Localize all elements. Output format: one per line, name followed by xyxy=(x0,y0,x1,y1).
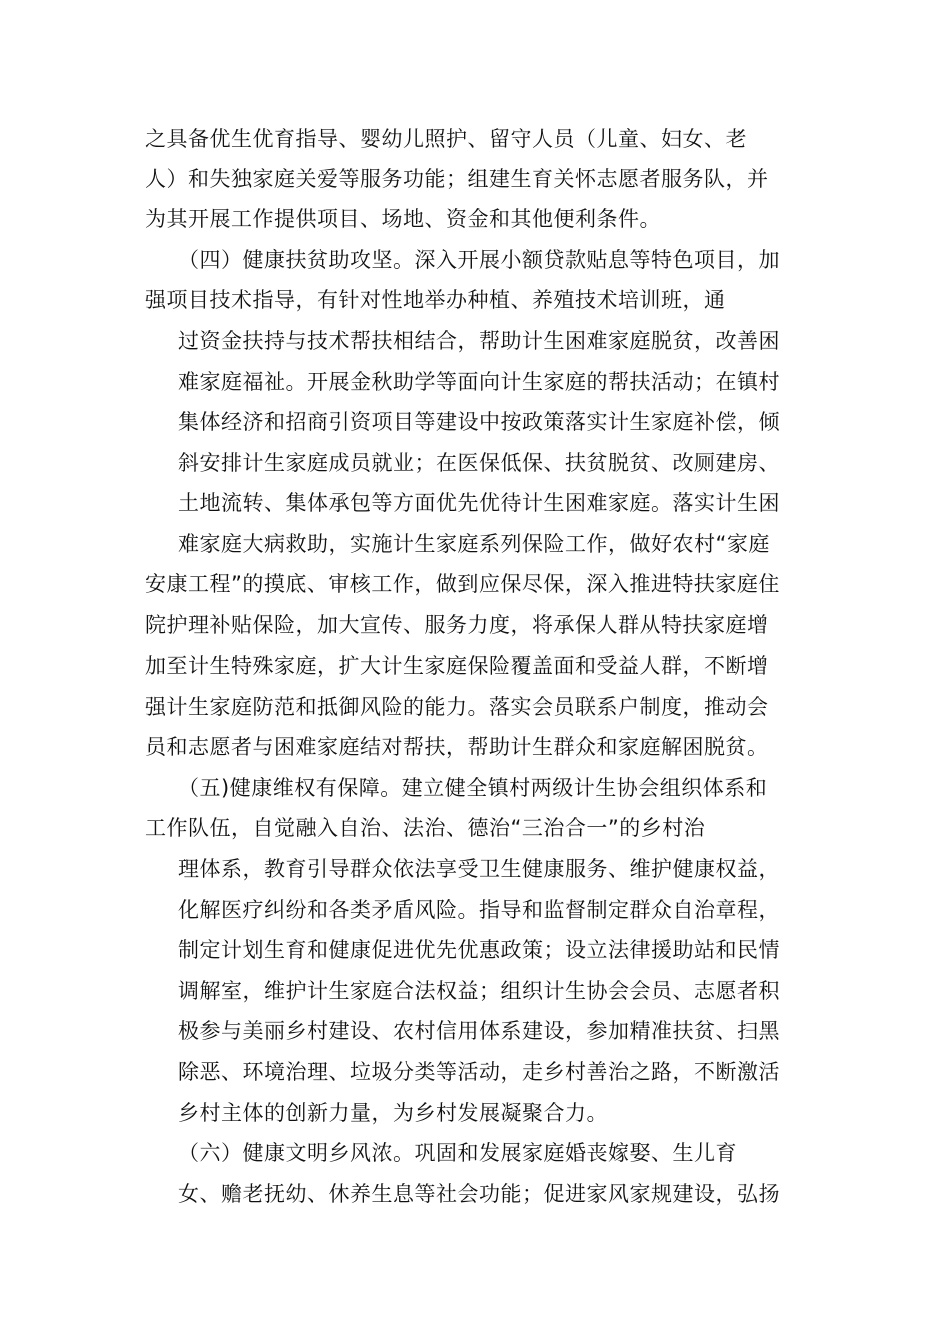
text-line: 难家庭福祉。开展金秋助学等面向计生家庭的帮扶活动；在镇村 xyxy=(178,370,780,394)
text-line: 调解室，维护计生家庭合法权益；组织计生协会会员、志愿者积 xyxy=(178,979,780,1003)
text-line: 极参与美丽乡村建设、农村信用体系建设，参加精准扶贫、扫黑 xyxy=(178,1019,780,1043)
text-line: 强项目技术指导，有针对性地举办种植、养殖技术培训班，通 xyxy=(145,288,726,312)
text-line: 土地流转、集体承包等方面优先优待计生困难家庭。落实计生困 xyxy=(178,491,780,515)
text-line: 人）和失独家庭关爱等服务功能；组建生育关怀志愿者服务队，并 xyxy=(145,167,769,191)
text-line: 为其开展工作提供项目、场地、资金和其他便利条件。 xyxy=(145,207,661,231)
text-line: 过资金扶持与技术帮扶相结合，帮助计生困难家庭脱贫，改善困 xyxy=(178,329,780,353)
text-line: 理体系，教育引导群众依法享受卫生健康服务、维护健康权益， xyxy=(178,857,780,881)
text-line: 之具备优生优育指导、婴幼儿照护、留守人员（儿童、妇女、老 xyxy=(145,127,747,151)
text-line: （六）健康文明乡风浓。巩固和发展家庭婚丧嫁娶、生儿育 xyxy=(178,1141,737,1165)
text-line: 集体经济和招商引资项目等建设中按政策落实计生家庭补偿，倾 xyxy=(178,410,780,434)
text-line: 化解医疗纠纷和各类矛盾风险。指导和监督制定群众自治章程， xyxy=(178,898,780,922)
text-line: 女、赡老抚幼、休养生息等社会功能；促进家风家规建设，弘扬 xyxy=(178,1182,780,1206)
text-line: 员和志愿者与困难家庭结对帮扶，帮助计生群众和家庭解困脱贫。 xyxy=(145,735,769,759)
text-line: 强计生家庭防范和抵御风险的能力。落实会员联系户制度，推动会 xyxy=(145,695,769,719)
text-line: 制定计划生育和健康促进优先优惠政策；设立法律援助站和民情 xyxy=(178,938,780,962)
text-line: 院护理补贴保险，加大宣传、服务力度，将承保人群从特扶家庭增 xyxy=(145,613,769,637)
text-line: 安康工程”的摸底、审核工作，做到应保尽保，深入推进特扶家庭住 xyxy=(145,572,780,596)
text-line: 加至计生特殊家庭，扩大计生家庭保险覆盖面和受益人群，不断增 xyxy=(145,654,769,678)
text-line: 工作队伍，自觉融入自治、法治、德治“三治合一”的乡村治 xyxy=(145,816,706,840)
text-line: （四）健康扶贫助攻坚。深入开展小额贷款贴息等特色项目，加 xyxy=(178,248,780,272)
text-line: 斜安排计生家庭成员就业；在医保低保、扶贫脱贫、改厕建房、 xyxy=(178,451,780,475)
text-line: （五)健康维权有保障。建立健全镇村两级计生协会组织体系和 xyxy=(178,776,768,800)
text-line: 除恶、环境治理、垃圾分类等活动，走乡村善治之路，不断激活 xyxy=(178,1060,780,1084)
text-line: 乡村主体的创新力量，为乡村发展凝聚合力。 xyxy=(178,1101,608,1125)
text-line: 难家庭大病救助，实施计生家庭系列保险工作，做好农村“家庭 xyxy=(178,532,770,556)
